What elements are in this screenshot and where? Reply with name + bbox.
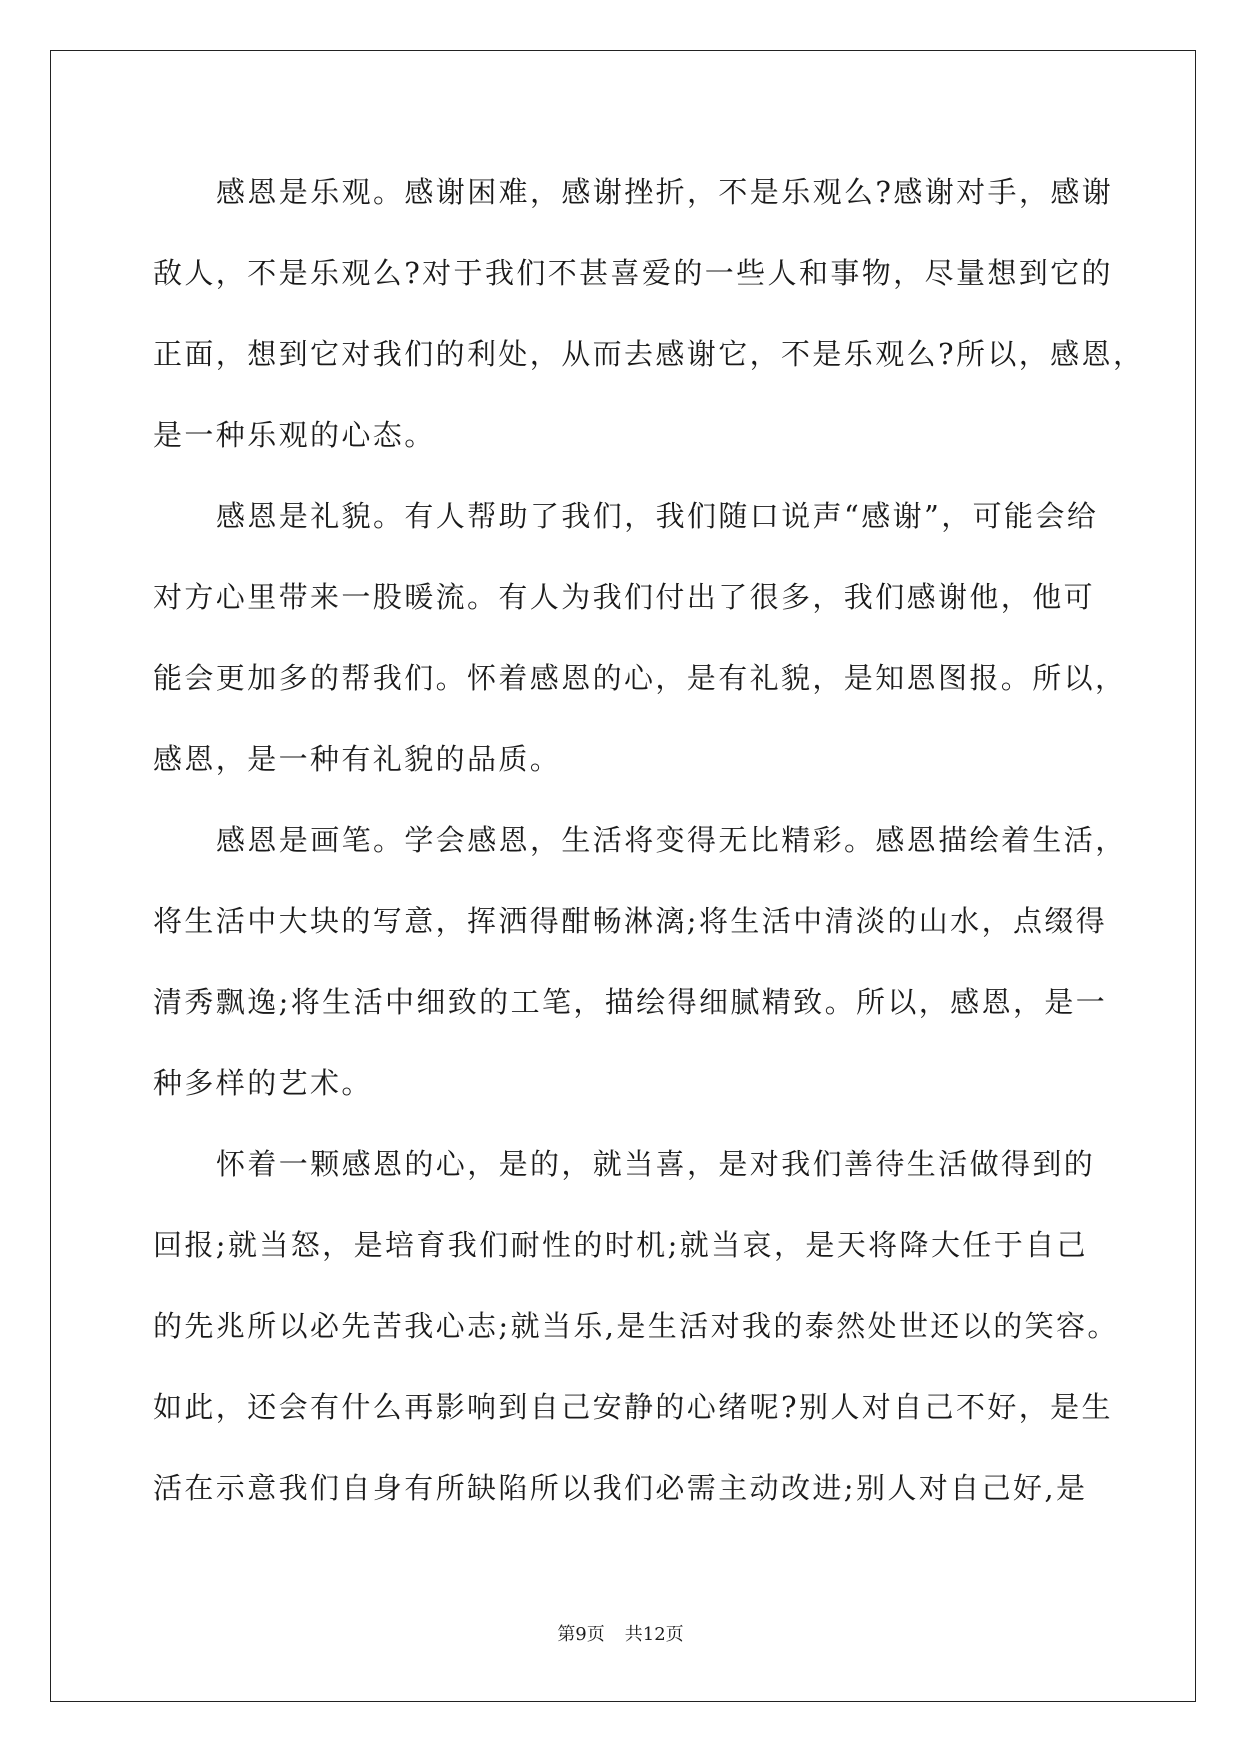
paragraph-2-line-3: 能会更加多的帮我们。怀着感恩的心，是有礼貌，是知恩图报。所以， [153,661,1127,695]
page-footer [0,1623,1241,1647]
page-number: 第9页 [557,1624,605,1645]
paragraph-2-line-2: 对方心里带来一股暖流。有人为我们付出了很多，我们感谢他，他可 [153,580,1096,614]
page-border [50,50,1196,1702]
paragraph-4-line-5: 活在示意我们自身有所缺陷所以我们必需主动改进;别人对自己好,是 [153,1471,1088,1505]
paragraph-3-line-2: 将生活中大块的写意，挥洒得酣畅淋漓;将生活中清淡的山水，点缀得 [153,904,1108,938]
paragraph-2-line-1: 感恩是礼貌。有人帮助了我们，我们随口说声“感谢”，可能会给 [216,499,1099,533]
paragraph-1-line-3: 正面，想到它对我们的利处，从而去感谢它，不是乐观么?所以，感恩， [153,337,1145,371]
total-pages: 共12页 [624,1624,684,1645]
paragraph-1-line-2: 敌人，不是乐观么?对于我们不甚喜爱的一些人和事物，尽量想到它的 [153,256,1113,290]
paragraph-3-line-3: 清秀飘逸;将生活中细致的工笔，描绘得细腻精致。所以，感恩，是一 [153,985,1108,1019]
paragraph-3-line-1: 感恩是画笔。学会感恩，生活将变得无比精彩。感恩描绘着生活， [216,823,1127,857]
paragraph-1-line-1: 感恩是乐观。感谢困难，感谢挫折，不是乐观么?感谢对手，感谢 [216,175,1114,209]
paragraph-4-line-4: 如此，还会有什么再影响到自己安静的心绪呢?别人对自己不好，是生 [153,1390,1113,1424]
paragraph-4-line-1: 怀着一颗感恩的心，是的，就当喜，是对我们善待生活做得到的 [216,1147,1096,1181]
paragraph-3-line-4: 种多样的艺术。 [153,1066,373,1100]
paragraph-4-line-2: 回报;就当怒，是培育我们耐性的时机;就当哀，是天将降大任于自己 [153,1228,1088,1262]
paragraph-1-line-4: 是一种乐观的心态。 [153,418,436,452]
paragraph-2-line-4: 感恩，是一种有礼貌的品质。 [153,742,562,776]
paragraph-4-line-3: 的先兆所以必先苦我心志;就当乐,是生活对我的泰然处世还以的笑容。 [153,1309,1119,1343]
